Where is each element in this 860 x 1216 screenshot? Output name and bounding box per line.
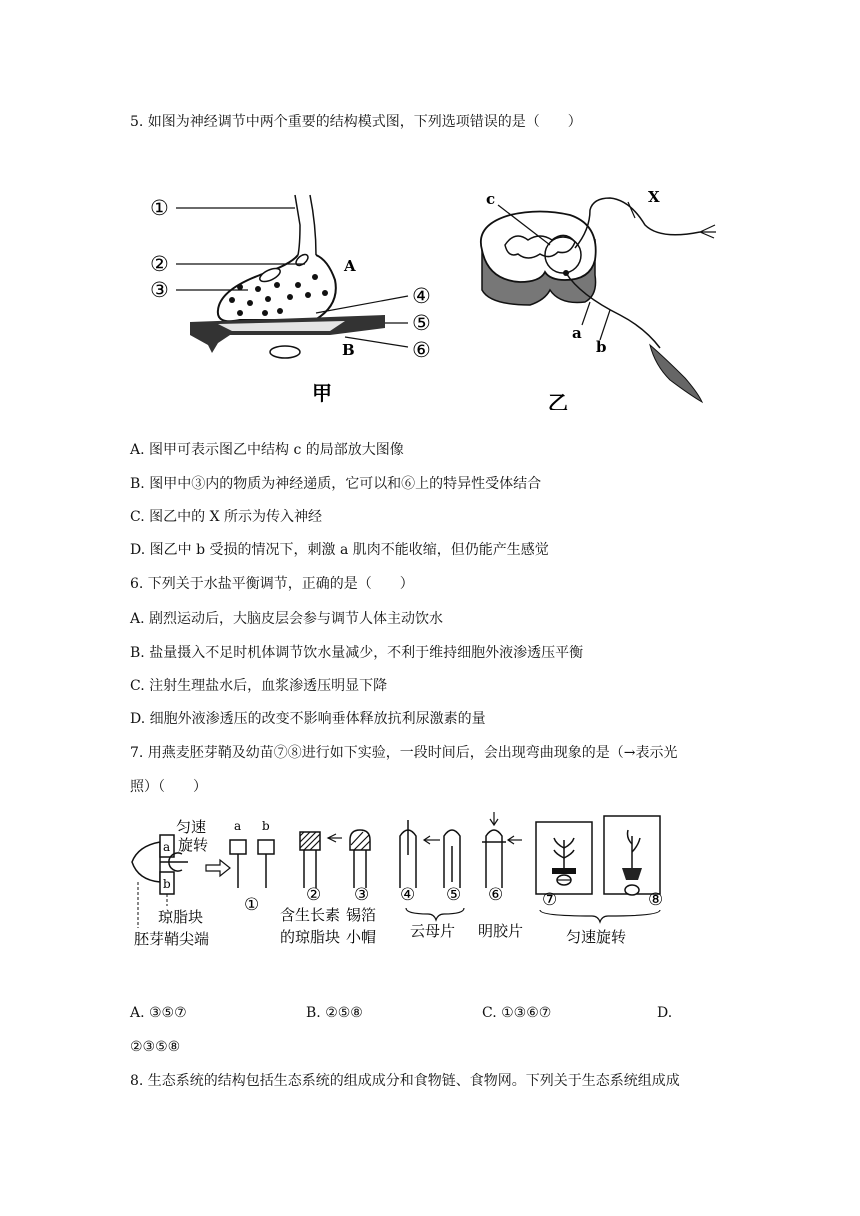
svg-text:的琼脂块: 的琼脂块	[280, 928, 341, 946]
svg-text:a: a	[234, 819, 242, 833]
svg-text:旋转: 旋转	[178, 836, 209, 854]
svg-text:⑧: ⑧	[648, 890, 664, 910]
q7-option-b: B. ②⑤⑧	[306, 1005, 363, 1021]
hollow-arrow	[206, 860, 230, 876]
label-b: b	[596, 338, 607, 356]
q7-option-c: C. ①③⑥⑦	[482, 1005, 552, 1021]
svg-text:明胶片: 明胶片	[478, 922, 524, 940]
svg-text:①: ①	[244, 895, 260, 915]
label-3: ③	[150, 278, 169, 302]
label-B: B	[342, 341, 355, 359]
q7-stem-line1: 7. 用燕麦胚芽鞘及幼苗⑦⑧进行如下实验，一段时间后，会出现弯曲现象的是（→表示光	[130, 745, 678, 761]
q6-option-d: D. 细胞外液渗透压的改变不影响垂体释放抗利尿激素的量	[130, 711, 486, 727]
svg-text:b: b	[262, 819, 270, 833]
q7-option-d: D.	[657, 1005, 673, 1021]
axon-line	[295, 195, 300, 255]
caption-jia: 甲	[312, 381, 332, 405]
label-A: A	[344, 257, 356, 275]
q7-option-d-cont: ②③⑤⑧	[130, 1039, 181, 1055]
muscle	[650, 345, 702, 402]
label-1: ①	[150, 196, 169, 220]
svg-text:⑤: ⑤	[446, 885, 462, 905]
svg-text:含生长素: 含生长素	[280, 906, 341, 924]
caption-yi: 乙	[548, 391, 568, 410]
label-2: ②	[150, 252, 169, 276]
agar-label: 琼脂块	[158, 908, 204, 926]
svg-text:②: ②	[306, 885, 322, 905]
svg-text:⑦: ⑦	[542, 890, 558, 910]
svg-text:云母片: 云母片	[410, 922, 456, 940]
label-4: ④	[412, 284, 431, 308]
svg-text:b: b	[163, 877, 171, 891]
svg-text:a: a	[163, 840, 171, 854]
svg-text:小帽: 小帽	[346, 928, 377, 946]
label-c: c	[486, 190, 496, 208]
q5-option-a: A. 图甲可表示图乙中结构 c 的局部放大图像	[130, 442, 404, 458]
label-a: a	[572, 324, 582, 342]
rotate-label: 匀速	[176, 818, 207, 836]
synaptic-knob	[218, 255, 336, 321]
q7-figure	[128, 810, 683, 960]
q5-option-d: D. 图乙中 b 受损的情况下，刺激 a 肌肉不能收缩，但仍能产生感觉	[130, 542, 549, 558]
label-5: ⑤	[412, 311, 431, 335]
q5-stem: 5. 如图为神经调节中两个重要的结构模式图，下列选项错误的是（ ）	[130, 114, 582, 130]
coleoptile-tip	[132, 842, 160, 882]
q6-option-b: B. 盐量摄入不足时机体调节饮水量减少，不利于维持细胞外液渗透压平衡	[130, 645, 584, 661]
svg-text:④: ④	[400, 885, 416, 905]
q6-option-a: A. 剧烈运动后，大脑皮层会参与调节人体主动饮水	[130, 611, 444, 627]
q5-option-b: B. 图甲中③内的物质为神经递质，它可以和⑥上的特异性受体结合	[130, 476, 542, 492]
q7-stem-line2: 照）（ ）	[130, 779, 207, 795]
svg-text:⑥: ⑥	[488, 885, 504, 905]
axon-line-2	[310, 195, 316, 255]
q5-figure-yi	[470, 180, 740, 410]
q6-stem: 6. 下列关于水盐平衡调节，正确的是（ ）	[130, 576, 414, 592]
q7-option-a: A. ③⑤⑦	[130, 1005, 187, 1021]
q5-figure-jia	[140, 185, 450, 410]
tip-label: 胚芽鞘尖端	[134, 930, 210, 948]
postsynaptic-mito	[270, 346, 300, 358]
q5-option-c: C. 图乙中的 X 所示为传入神经	[130, 509, 322, 525]
q8-stem: 8. 生态系统的结构包括生态系统的组成成分和食物链、食物网。下列关于生态系统组成成	[130, 1073, 680, 1089]
label-6: ⑥	[412, 338, 431, 362]
svg-text:匀速旋转: 匀速旋转	[566, 928, 627, 946]
svg-text:锡箔: 锡箔	[346, 906, 377, 924]
label-X: X	[648, 188, 660, 206]
q6-option-c: C. 注射生理盐水后，血浆渗透压明显下降	[130, 678, 388, 694]
svg-text:③: ③	[354, 885, 370, 905]
